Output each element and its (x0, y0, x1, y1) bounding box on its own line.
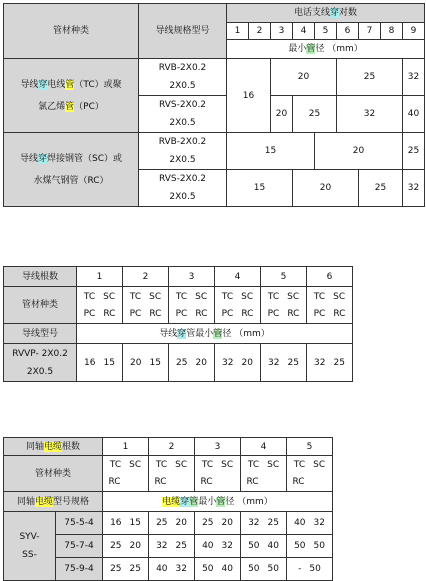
wire-model-rvs-1: RVS-2X0.2 2X0.5 (139, 96, 227, 133)
value-pair: 16 15 (77, 344, 123, 382)
value-cell: 25 (293, 96, 337, 133)
value-cell: 32 (403, 59, 425, 96)
value-cell: 20 (271, 59, 337, 96)
count-cell: 1 (103, 438, 149, 456)
value-pair: - 50 (287, 558, 333, 581)
tc-pc-material-cell: 导线穿电线管（TC）或聚 氯乙烯管（PC） (4, 59, 139, 133)
min-diameter-label: 最小管径 （mm） (227, 40, 425, 59)
value-cell: 20 (315, 133, 403, 170)
count-cell: 5 (261, 267, 307, 287)
pair-6: 6 (337, 23, 359, 40)
count-cell: 3 (195, 438, 241, 456)
material-pair-cell: TC SC PC RC (123, 287, 169, 324)
pair-2: 2 (249, 23, 271, 40)
material-type-header: 管材种类 (4, 456, 103, 492)
syv-series-cell: SYV-SS- (4, 512, 56, 581)
count-cell: 6 (307, 267, 353, 287)
value-cell: 25 (337, 59, 403, 96)
pair-9: 9 (403, 23, 425, 40)
sc-rc-material-cell: 导线穿焊接钢管（SC）或 水煤气钢管（RC） (4, 133, 139, 207)
material-pair-cell: TC SC RC (241, 456, 287, 492)
wire-count-conduit-table (3, 266, 353, 382)
count-cell: 3 (169, 267, 215, 287)
coax-model-cell: 75-5-4 (56, 512, 103, 535)
value-pair: 16 15 (103, 512, 149, 535)
value-pair: 20 15 (123, 344, 169, 382)
material-pair-cell: TC SC PC RC (261, 287, 307, 324)
value-pair: 40 32 (149, 558, 195, 581)
value-cell: 20 (293, 170, 359, 207)
material-type-header: 管材种类 (4, 287, 77, 324)
material-pair-cell: TC SC PC RC (169, 287, 215, 324)
value-cell: 15 (227, 133, 315, 170)
rvvp-model-cell: RVVP- 2X0.2 2X0.5 (4, 344, 77, 382)
count-cell: 1 (77, 267, 123, 287)
wire-model-rvb-1: RVB-2X0.2 2X0.5 (139, 59, 227, 96)
value-cell: 15 (227, 170, 293, 207)
coax-model-cell: 75-9-4 (56, 558, 103, 581)
wire-model-header: 导线规格型号 (139, 4, 227, 59)
material-pair-cell: TC SC PC RC (77, 287, 123, 324)
value-cell: 25 (403, 133, 425, 170)
value-pair: 25 20 (195, 512, 241, 535)
pair-5: 5 (315, 23, 337, 40)
material-pair-cell: TC SC RC (149, 456, 195, 492)
material-pair-cell: TC SC RC (195, 456, 241, 492)
value-pair: 40 32 (287, 512, 333, 535)
material-pair-cell: TC SC RC (287, 456, 333, 492)
count-cell: 4 (215, 267, 261, 287)
value-cell: 25 (359, 170, 403, 207)
value-pair: 32 25 (149, 535, 195, 558)
coax-model-header: 同轴电缆型号规格 (4, 492, 103, 512)
count-cell: 2 (149, 438, 195, 456)
value-pair: 32 25 (307, 344, 353, 382)
count-cell: 4 (241, 438, 287, 456)
material-pair-cell: TC SC PC RC (215, 287, 261, 324)
wire-model-header: 导线型号 (4, 324, 77, 344)
wire-model-rvb-2: RVB-2X0.2 2X0.5 (139, 133, 227, 170)
coax-count-header: 同轴电缆根数 (4, 438, 103, 456)
count-cell: 2 (123, 267, 169, 287)
phone-branch-conduit-table (3, 3, 425, 207)
material-pair-cell: TC SC PC RC (307, 287, 353, 324)
material-type-header: 管材种类 (4, 4, 139, 59)
value-pair: 50 50 (241, 558, 287, 581)
min-diameter-label: 电缆穿管最小管径 （mm） (103, 492, 333, 512)
value-pair: 25 20 (149, 512, 195, 535)
value-cell: 40 (403, 96, 425, 133)
value-pair: 25 20 (169, 344, 215, 382)
value-pair: 32 25 (261, 344, 307, 382)
coax-model-cell: 75-7-4 (56, 535, 103, 558)
value-pair: 50 50 (287, 535, 333, 558)
value-pair: 50 40 (195, 558, 241, 581)
value-pair: 32 25 (241, 512, 287, 535)
value-cell: 16 (227, 59, 271, 133)
value-pair: 32 20 (215, 344, 261, 382)
pair-8: 8 (381, 23, 403, 40)
pair-7: 7 (359, 23, 381, 40)
wire-model-rvs-2: RVS-2X0.2 2X0.5 (139, 170, 227, 207)
coax-cable-conduit-table (3, 437, 333, 581)
value-pair: 40 32 (195, 535, 241, 558)
min-diameter-label: 导线穿管最小管径 （mm） (77, 324, 353, 344)
value-cell: 32 (337, 96, 403, 133)
value-pair: 25 20 (103, 535, 149, 558)
pair-4: 4 (293, 23, 315, 40)
value-cell: 20 (271, 96, 293, 133)
value-cell: 32 (403, 170, 425, 207)
pair-1: 1 (227, 23, 249, 40)
count-cell: 5 (287, 438, 333, 456)
pair-3: 3 (271, 23, 293, 40)
material-pair-cell: TC SC RC (103, 456, 149, 492)
pair-count-header: 电话支线穿对数 (227, 4, 425, 23)
value-pair: 25 25 (103, 558, 149, 581)
wire-count-header: 导线根数 (4, 267, 77, 287)
value-pair: 50 40 (241, 535, 287, 558)
